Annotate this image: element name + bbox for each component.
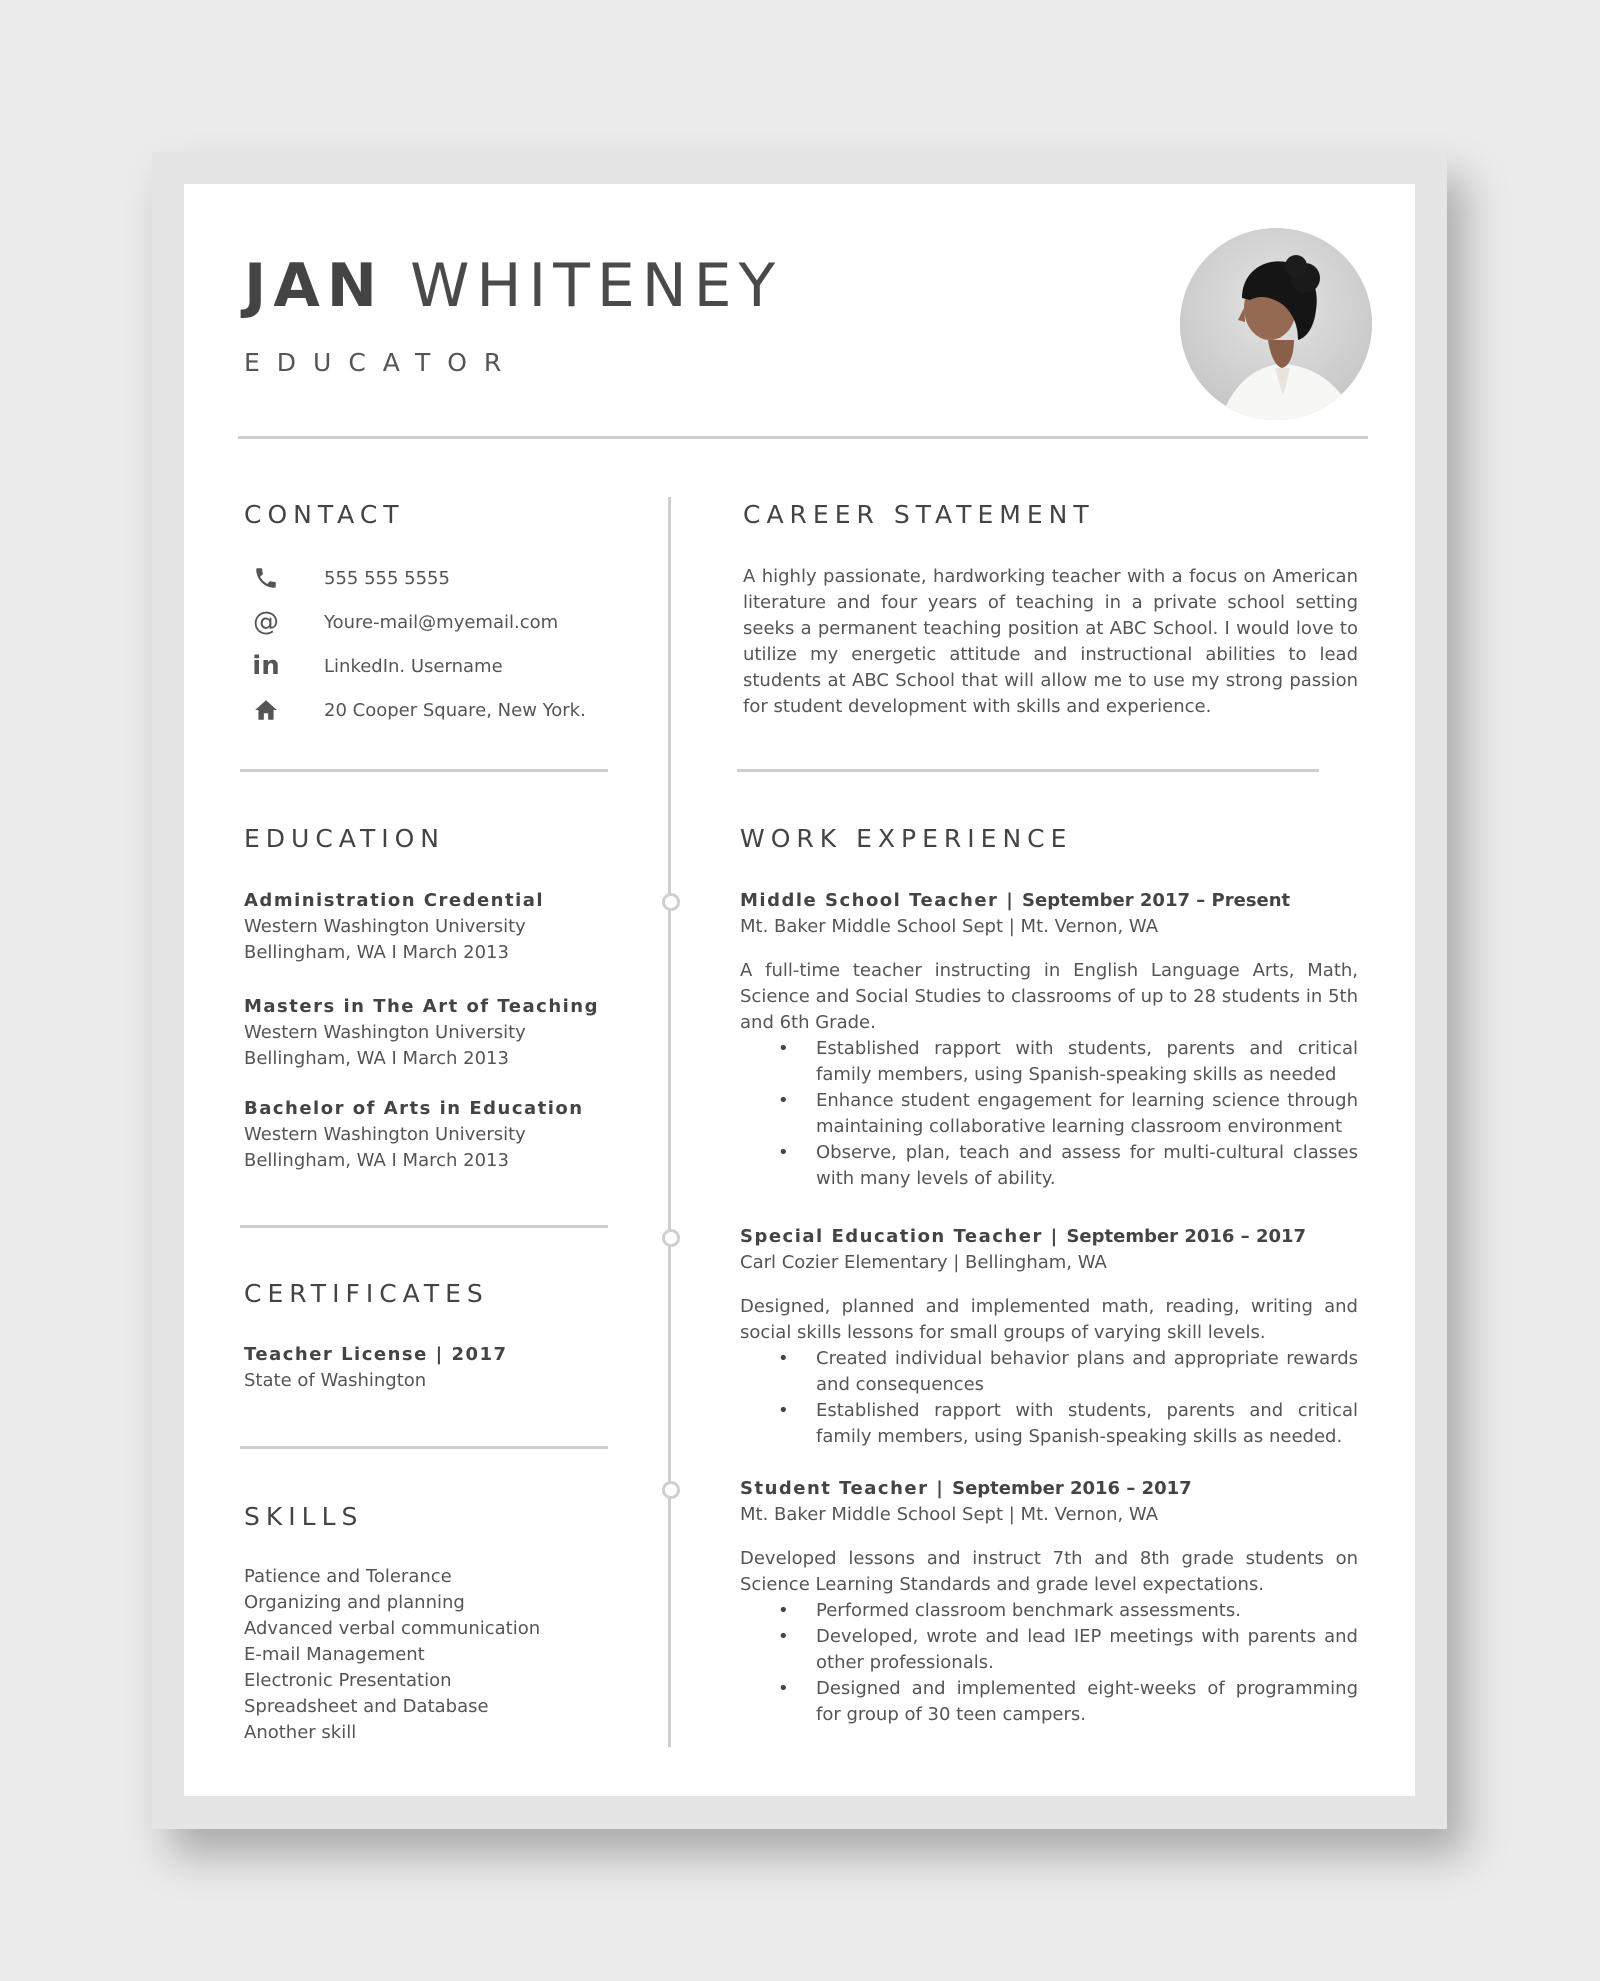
contact-phone xyxy=(244,556,644,600)
skill-item: Organizing and planning xyxy=(244,1592,465,1613)
certificate-title: Teacher License | 2017 xyxy=(244,1344,508,1365)
skill-item: Patience and Tolerance xyxy=(244,1566,452,1587)
email-address: Youre-mail@myemail.com xyxy=(324,611,559,633)
timeline-node xyxy=(662,893,680,911)
header-divider xyxy=(238,436,1368,439)
education-heading: EDUCATION xyxy=(244,824,445,853)
school-location-date: Bellingham, WA I March 2013 xyxy=(244,1048,509,1069)
job-entry xyxy=(740,888,1358,1192)
job-entry xyxy=(740,1476,1358,1728)
skill-item: Advanced verbal communication xyxy=(244,1618,541,1639)
contact-divider xyxy=(240,769,608,772)
education-entry xyxy=(244,888,634,966)
linkedin-icon: in xyxy=(252,651,280,681)
certificates-heading: CERTIFICATES xyxy=(244,1279,489,1308)
job-location: Carl Cozier Elementary | Bellingham, WA xyxy=(740,1252,1107,1273)
job-bullet: • Enhance student engagement for learning science through maintaining collaborative learning classroom environment xyxy=(816,1088,1358,1140)
degree-title: Bachelor of Arts in Education xyxy=(244,1098,584,1119)
job-bullet: • Developed, wrote and lead IEP meetings with parents and other professionals. xyxy=(816,1624,1358,1676)
job-role: Special Education Teacher | xyxy=(740,1226,1059,1247)
job-summary: Developed lessons and instruct 7th and 8th grade students on Science Learning Standards and grade level expectations. xyxy=(740,1548,1358,1595)
school-name: Western Washington University xyxy=(244,1124,526,1145)
job-entry xyxy=(740,1224,1358,1450)
timeline-node xyxy=(662,1229,680,1247)
phone-number: 555 555 5555 xyxy=(324,567,450,589)
skill-item: Another skill xyxy=(244,1722,357,1743)
phone-icon xyxy=(250,562,282,594)
job-dates: September 2016 – 2017 xyxy=(1066,1226,1307,1247)
school-location-date: Bellingham, WA I March 2013 xyxy=(244,1150,509,1171)
job-bullet: • Designed and implemented eight-weeks of programming for group of 30 teen campers. xyxy=(816,1676,1358,1728)
job-title-line xyxy=(740,1476,1358,1502)
contact-list xyxy=(244,556,644,732)
resume-page xyxy=(184,184,1415,1796)
at-sign-icon: @ xyxy=(253,607,279,637)
contact-email xyxy=(244,600,644,644)
timeline-node xyxy=(662,1481,680,1499)
skills-heading: SKILLS xyxy=(244,1502,364,1531)
profile-photo xyxy=(1180,228,1372,420)
job-dates: September 2016 – 2017 xyxy=(952,1478,1192,1499)
certificate-entry xyxy=(244,1342,634,1394)
school-location-date: Bellingham, WA I March 2013 xyxy=(244,942,509,963)
degree-title: Administration Credential xyxy=(244,890,545,911)
job-bullets xyxy=(740,1598,1358,1728)
job-summary: A full-time teacher instructing in English Language Arts, Math, Science and Social Studies to classrooms of up to 28 students in 5th and 6th Grade. xyxy=(740,960,1358,1033)
skills-list xyxy=(244,1564,634,1746)
job-location: Mt. Baker Middle School Sept | Mt. Vernon, WA xyxy=(740,916,1159,937)
career-heading: CAREER STATEMENT xyxy=(743,500,1095,529)
degree-title: Masters in The Art of Teaching xyxy=(244,996,599,1017)
job-location: Mt. Baker Middle School Sept | Mt. Vernon, WA xyxy=(740,1504,1159,1525)
career-statement-text: A highly passionate, hardworking teacher with a focus on American literature and four years of teaching in a private school setting seeks a permanent teaching position at ABC School. I would love to utilize my energetic attitude and instructional abilities to lead students at ABC School that will allow me to use my strong passion for student development with skills and experience. xyxy=(743,566,1358,717)
education-entry xyxy=(244,1096,634,1174)
portrait-image xyxy=(1180,228,1372,420)
job-bullet: • Performed classroom benchmark assessments. xyxy=(816,1598,1358,1624)
job-bullet: • Created individual behavior plans and appropriate rewards and consequences xyxy=(816,1346,1358,1398)
work-heading: WORK EXPERIENCE xyxy=(740,824,1073,853)
contact-address xyxy=(244,688,644,732)
career-divider xyxy=(737,769,1319,772)
job-title-line xyxy=(740,888,1358,914)
job-role: Student Teacher | xyxy=(740,1478,945,1499)
job-bullets xyxy=(740,1346,1358,1450)
linkedin-username: LinkedIn. Username xyxy=(324,655,503,677)
job-bullet: • Established rapport with students, parents and critical family members, using Spanish-speaking skills as needed xyxy=(816,1036,1358,1088)
job-title-line xyxy=(740,1224,1358,1250)
contact-linkedin xyxy=(244,644,644,688)
education-entry xyxy=(244,994,634,1072)
first-name: JAN xyxy=(244,251,384,321)
certificate-issuer: State of Washington xyxy=(244,1370,427,1391)
candidate-name xyxy=(244,251,783,321)
job-bullet: • Observe, plan, teach and assess for multi-cultural classes with many levels of ability. xyxy=(816,1140,1358,1192)
skill-item: E-mail Management xyxy=(244,1644,425,1665)
home-icon xyxy=(250,694,282,726)
skill-item: Spreadsheet and Database xyxy=(244,1696,489,1717)
timeline-line xyxy=(668,497,671,1747)
street-address: 20 Cooper Square, New York. xyxy=(324,699,586,721)
school-name: Western Washington University xyxy=(244,916,526,937)
skill-item: Electronic Presentation xyxy=(244,1670,452,1691)
certificates-divider xyxy=(240,1446,608,1449)
job-role: Middle School Teacher | xyxy=(740,890,1015,911)
job-bullet: • Established rapport with students, parents and critical family members, using Spanish-speaking skills as needed. xyxy=(816,1398,1358,1450)
contact-heading: CONTACT xyxy=(244,500,405,529)
job-dates: September 2017 – Present xyxy=(1022,890,1291,911)
job-title: EDUCATOR xyxy=(244,348,519,377)
job-summary: Designed, planned and implemented math, reading, writing and social skills lessons for small groups of varying skill levels. xyxy=(740,1296,1358,1343)
education-divider xyxy=(240,1225,608,1228)
last-name: WHITENEY xyxy=(410,251,783,321)
job-bullets xyxy=(740,1036,1358,1192)
school-name: Western Washington University xyxy=(244,1022,526,1043)
